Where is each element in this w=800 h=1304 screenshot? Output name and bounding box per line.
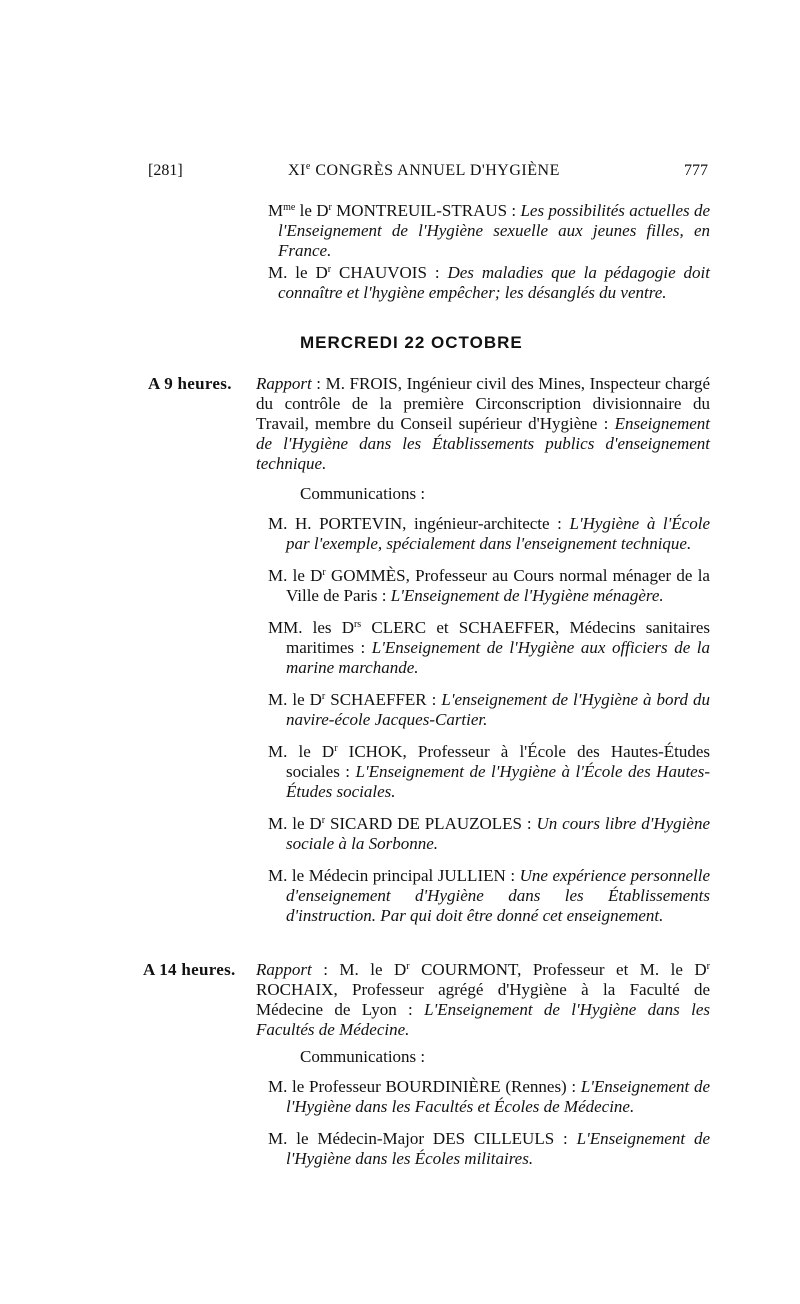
top-entries: [268, 201, 710, 303]
list-item: M. le Professeur BOURDINIÈRE (Rennes) : L'Enseignement de l'Hygiène dans les Facultés et Écoles de Médecine.: [268, 1077, 710, 1116]
page-number-left: [281]: [148, 162, 183, 179]
entry-montreuil-straus: $M^{me}$ le $D^r$ MONTREUIL-STRAUS : Les possibilités actuelles de l'Enseignement de l'Hygiène sexuelle aux jeunes filles, en France.: [268, 201, 710, 260]
running-header: [148, 161, 708, 183]
day-heading: MERCREDI 22 OCTOBRE: [300, 333, 523, 352]
list-item: M. le Médecin principal JULLIEN : Une expérience personnelle d'enseignement d'Hygiène dans les Établissements d'instruction. Par qui doit être donné cet enseignement.: [268, 866, 710, 925]
communications-list-morning: [268, 514, 710, 926]
list-item: M. le $D^r$ SICARD DE PLAUZOLES : Un cours libre d'Hygiène sociale à la Sorbonne.: [268, 814, 710, 853]
entry-chauvois: M. le $D^r$ CHAUVOIS : Des maladies que la pédagogie doit connaître et l'hygiène empêcher; les désanglés du ventre.: [268, 263, 710, 302]
communications-heading-morning: Communications :: [300, 484, 426, 503]
running-title: XIe CONGRÈS ANNUEL D'HYGIÈNE: [288, 161, 560, 179]
list-item: M. le $D^r$ ICHOK, Professeur à l'École des Hautes-Études sociales : L'Enseignement de l'Hygiène à l'École des Hautes-Études sociales.: [268, 742, 711, 801]
time-label-afternoon: A 14 heures.: [143, 960, 236, 979]
rapport-morning: Rapport : M. FROIS, Ingénieur civil des Mines, Inspecteur chargé du contrôle de la première Circonscription divisionnaire du Travail, membre du Conseil supérieur d'Hygiène : Enseignement de l'Hygiène dans les Établissements publics d'enseignement technique.: [256, 374, 710, 473]
time-label-morning: A 9 heures.: [148, 374, 232, 393]
communications-heading-afternoon: Communications :: [300, 1047, 426, 1066]
communications-list-afternoon: [268, 1077, 710, 1169]
rapport-afternoon: Rapport : M. le $D^r$ COURMONT, Professeur et M. le $D^r$ ROCHAIX, Professeur agrégé d'Hygiène à la Faculté de Médecine de Lyon : L'Enseignement de l'Hygiène dans les Facultés de Médecine.: [256, 960, 710, 1039]
page-number-right: 777: [684, 162, 708, 179]
list-item: M. le $D^r$ SCHAEFFER : L'enseignement de l'Hygiène à bord du navire-école Jacques-Cartier.: [268, 690, 710, 729]
list-item: MM. les $D^{rs}$ CLERC et SCHAEFFER, Médecins sanitaires maritimes : L'Enseignement de l'Hygiène aux officiers de la marine marchande.: [268, 618, 710, 677]
list-item: M. le Médecin-Major DES CILLEULS : L'Enseignement de l'Hygiène dans les Écoles militaires.: [268, 1129, 710, 1168]
list-item: M. H. PORTEVIN, ingénieur-architecte : L'Hygiène à l'École par l'exemple, spécialement dans l'enseignement technique.: [268, 514, 710, 553]
list-item: M. le $D^r$ GOMMÈS, Professeur au Cours normal ménager de la Ville de Paris : L'Enseignement de l'Hygiène ménagère.: [268, 566, 710, 605]
